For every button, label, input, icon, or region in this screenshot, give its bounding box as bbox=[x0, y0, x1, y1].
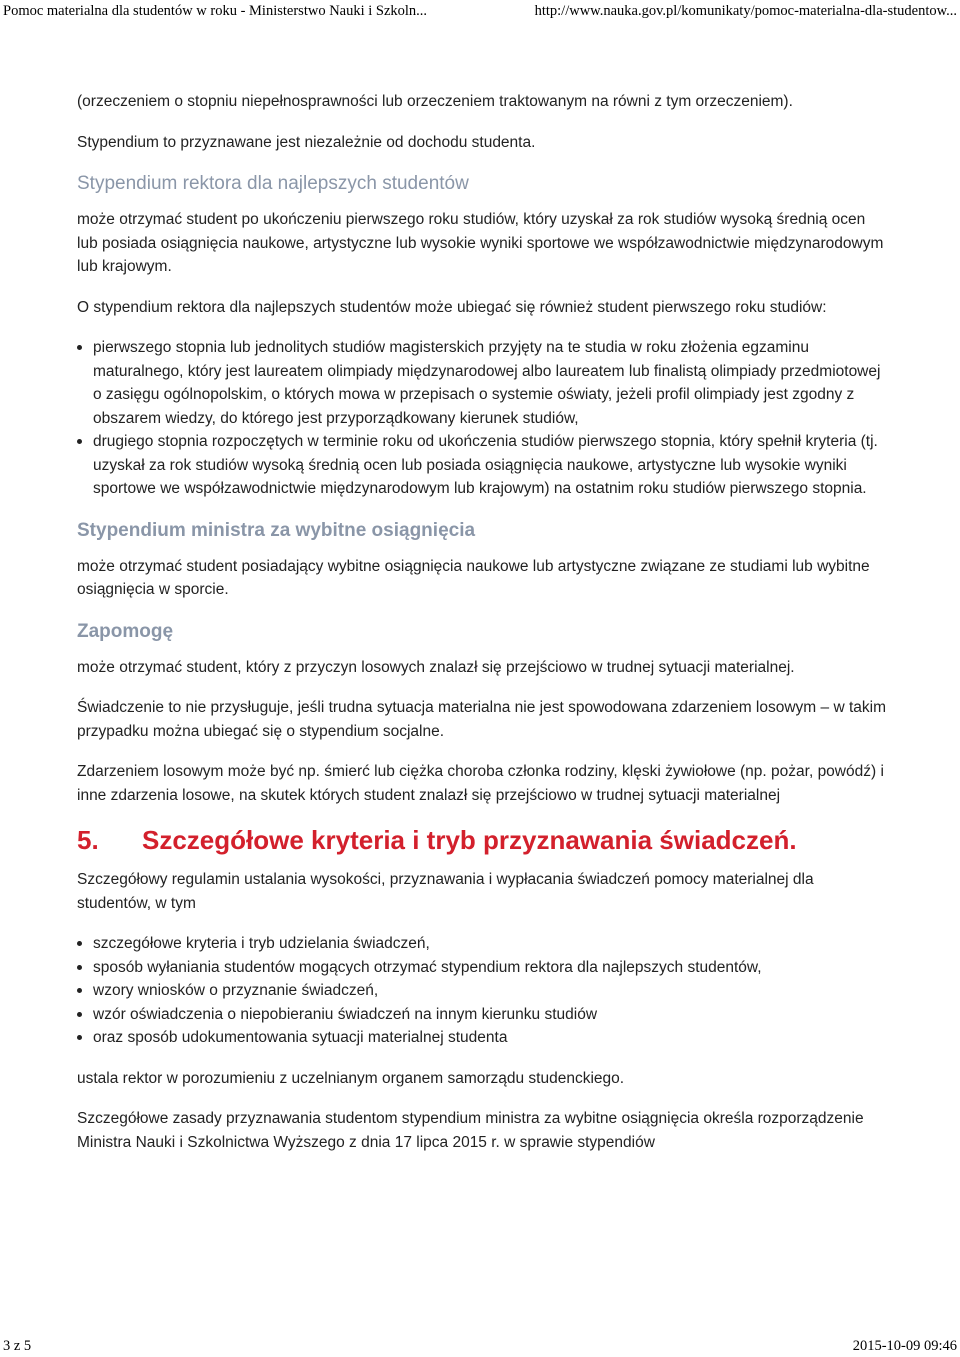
section-5-paragraph-2: ustala rektor w porozumieniu z uczelnianym organem samorządu studenckiego. bbox=[77, 1069, 625, 1087]
zapomoga-paragraph-3: Zdarzeniem losowym może być np. śmierć lub ciężka choroba członka rodziny, klęski żywiołowe (np. pożar, powódź) i inne zdarzenia losowe, na skutek których student znalazł się przejściowo w trudnej sytuacji materialnej bbox=[77, 763, 884, 804]
intro-paragraph-2: Stypendium to przyznawane jest niezależnie od dochodu studenta. bbox=[77, 133, 536, 151]
zapomoga-paragraph-2: Świadczenie to nie przysługuje, jeśli trudna sytuacja materialna nie jest spowodowana zdarzeniem losowym – w takim przypadku można ubiegać się o stypendium socjalne. bbox=[77, 699, 886, 740]
print-header bbox=[0, 0, 960, 22]
list-item: wzór oświadczenia o niepobieraniu świadczeń na innym kierunku studiów bbox=[93, 1003, 887, 1027]
print-footer bbox=[0, 1338, 960, 1357]
rektor-paragraph-1: może otrzymać student po ukończeniu pierwszego roku studiów, który uzyskał za rok studiów wysoką średnią ocen lub posiada osiągnięcia naukowe, artystyczne lub wysokie wyniki sportowe we współzawodnictwie międzynarodowym lub krajowym. bbox=[77, 211, 884, 275]
rektor-paragraph-2: O stypendium rektora dla najlepszych studentów może ubiegać się również student pierwszego roku studiów: bbox=[77, 298, 827, 316]
section-number: 5. bbox=[77, 825, 99, 855]
list-item: wzory wniosków o przyznanie świadczeń, bbox=[93, 979, 887, 1003]
list-item: sposób wyłaniania studentów mogących otrzymać stypendium rektora dla najlepszych studentów, bbox=[93, 956, 887, 980]
list-item: drugiego stopnia rozpoczętych w terminie roku od ukończenia studiów pierwszego stopnia, który spełnił kryteria (tj. uzyskał za rok studiów wysoką średnią ocen lub posiada osiągnięcia naukowe, artystyczne lub wysokie wyniki sportowe we współzawodnictwie międzynarodowym lub krajowym) na ostatnim roku studiów pierwszego stopnia. bbox=[93, 430, 887, 501]
section-5-heading bbox=[77, 824, 887, 856]
page-url: http://www.nauka.gov.pl/komunikaty/pomoc-materialna-dla-studentow... bbox=[534, 3, 957, 19]
zapomoga-paragraph-1: może otrzymać student, który z przyczyn losowych znalazł się przejściowo w trudnej sytuacji materialnej. bbox=[77, 658, 795, 676]
section-5-paragraph-3: Szczegółowe zasady przyznawania studentom stypendium ministra za wybitne osiągnięcia określa rozporządzenie Ministra Nauki i Szkolnictwa Wyższego z dnia 17 lipca 2015 r. w sprawie stypendiów bbox=[77, 1110, 864, 1151]
list-item: pierwszego stopnia lub jednolitych studiów magisterskich przyjęty na te studia w roku złożenia egzaminu maturalnego, który jest laureatem olimpiady międzynarodowej albo laureatem lub finalistą olimpiady przedmiotowej o zasięgu ogólnopolskim, o których mowa w przepisach o systemie oświaty, jeżeli profil olimpiady jest zgodny z obszarem wiedzy, do którego jest przyporządkowany kierunek studiów, bbox=[93, 336, 887, 430]
list-item: szczegółowe kryteria i tryb udzielania świadczeń, bbox=[93, 932, 887, 956]
page-title: Pomoc materialna dla studentów w roku - Ministerstwo Nauki i Szkoln... bbox=[3, 3, 428, 19]
print-datetime: 2015-10-09 09:46 bbox=[852, 1338, 957, 1354]
ministra-paragraph-1: może otrzymać student posiadający wybitne osiągnięcia naukowe lub artystyczne związane ze studiami lub wybitne osiągnięcia w sporcie. bbox=[77, 557, 870, 598]
ministra-heading: Stypendium ministra za wybitne osiągnięcia bbox=[77, 519, 476, 541]
list-item: oraz sposób udokumentowania sytuacji materialnej studenta bbox=[93, 1026, 887, 1050]
intro-paragraph-1: (orzeczeniem o stopniu niepełnosprawności lub orzeczeniem traktowanym na równi z tym orzeczeniem). bbox=[77, 93, 793, 110]
section-5-paragraph-1: Szczegółowy regulamin ustalania wysokości, przyznawania i wypłacania świadczeń pomocy materialnej dla studentów, w tym bbox=[77, 871, 814, 912]
zapomoga-heading: Zapomogę bbox=[77, 620, 174, 642]
section-title: Szczegółowe kryteria i tryb przyznawania świadczeń. bbox=[142, 825, 797, 855]
article-content bbox=[77, 90, 887, 1171]
section-5-list bbox=[77, 932, 887, 1050]
rektor-list bbox=[77, 336, 887, 501]
rektor-heading: Stypendium rektora dla najlepszych studentów bbox=[77, 173, 469, 194]
page-number: 3 z 5 bbox=[3, 1338, 32, 1354]
